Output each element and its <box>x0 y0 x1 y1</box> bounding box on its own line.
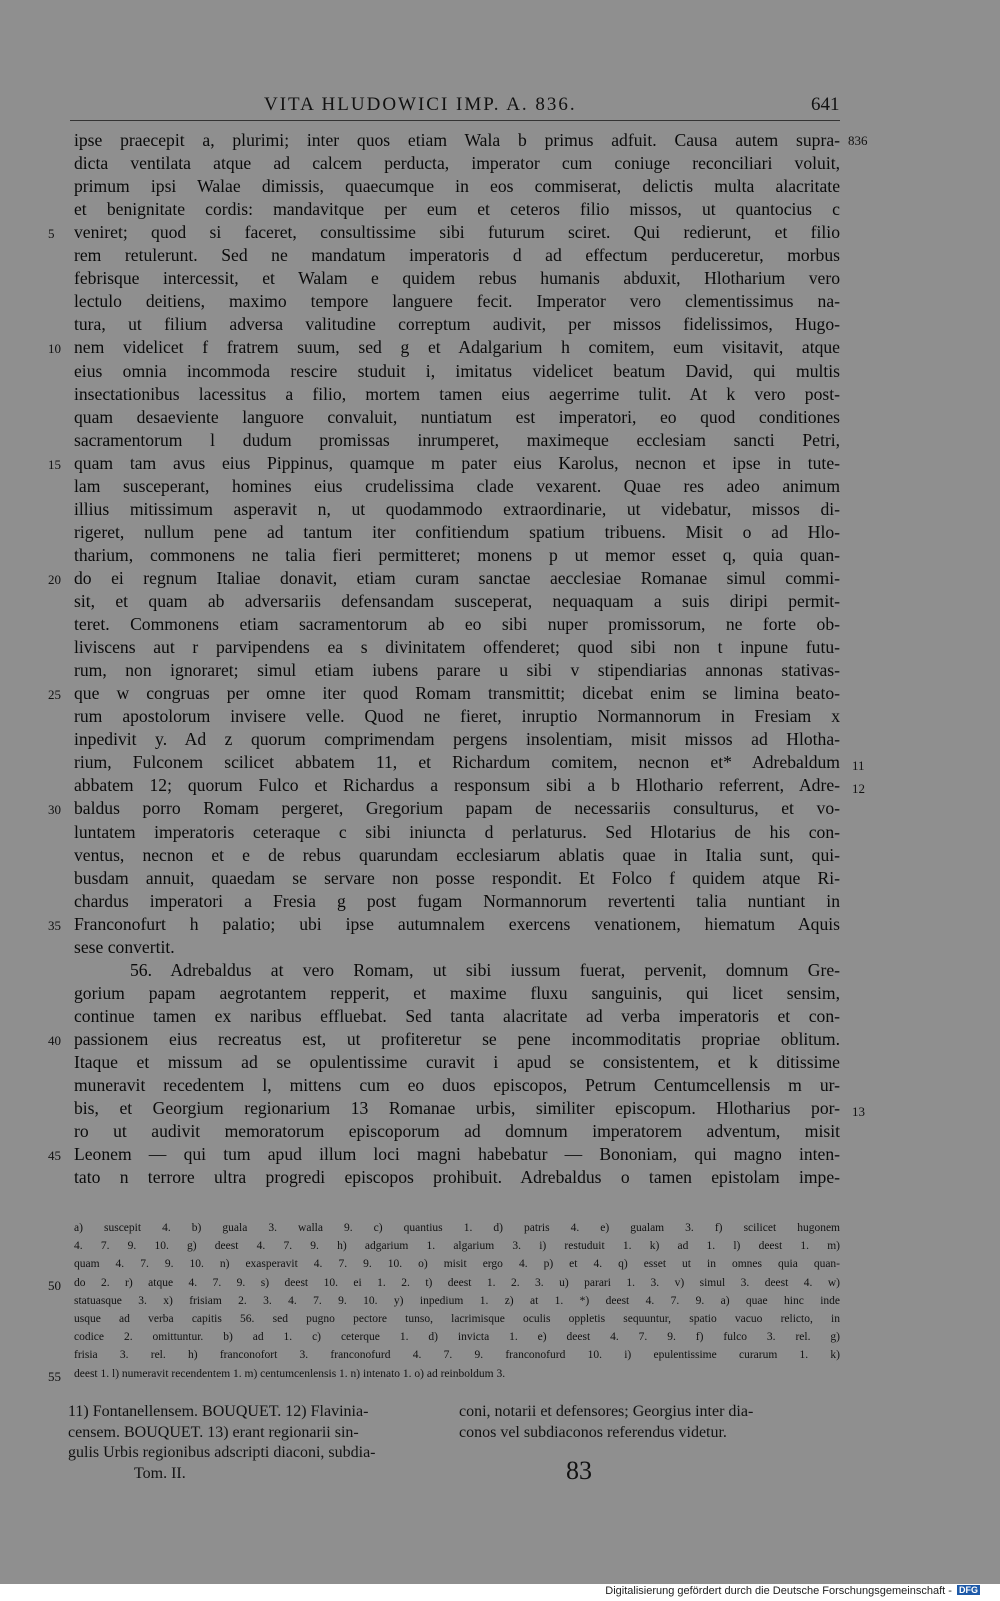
line-number: 20 <box>48 571 61 587</box>
text-line: sit, et quam ab adversariis defensandam susceperat, nequaquam a suis diripi permit- <box>74 591 840 611</box>
line-number: 15 <box>48 456 61 472</box>
text-line: rum, non ignoraret; simul etiam iubens parare u sibi v stipendiarias annonas stativas- <box>74 660 840 681</box>
text-line: teret. Commonens etiam sacramentorum ab eo sibi nuper promissorum, ne forte ob- <box>74 614 840 635</box>
margin-marker: 13 <box>852 1104 865 1120</box>
note-line: coni, notarii et defensores; Georgius inter dia- <box>459 1403 754 1420</box>
line-number: 40 <box>48 1032 61 1048</box>
text-line: quam tam avus eius Pippinus, quamque m pater eius Karolus, necnon et ipse in tute- <box>74 452 840 473</box>
text-line: liviscens aut r parvipendens ea s divinitatem offenderet; quod sibi non t inpune futu- <box>74 637 840 658</box>
text-line: busdam annuit, quaedam se servare non posse respondit. Et Folco f quidem atque Ri- <box>74 867 840 888</box>
text-line: nem videlicet f fratrem suum, sed g et Adalgarium h comitem, eum visitavit, atque <box>74 337 840 358</box>
note-line: censem. BOUQUET. 13) erant regionarii sin- <box>68 1423 359 1441</box>
apparatus-line: frisia 3. rel. h) franconofort 3. franconofurd 4. 7. 9. franconofurd 10. i) epulentissime curarum 1. k) <box>74 1349 840 1362</box>
text-line: sese convertit. <box>74 936 175 957</box>
text-line: bis, et Georgium regionarium 13 Romanae urbis, similiter episcopum. Hlotharius por- <box>74 1098 840 1119</box>
apparatus-line: 4. 7. 9. 10. g) deest 4. 7. 9. h) adgarium 1. algarium 3. i) restuduit 1. k) ad 1. l) deest 1. m) <box>74 1240 840 1253</box>
text-line: quam desaeviente languore convaluit, nuntiatum est imperatori, eo quod conditiones <box>74 406 840 427</box>
apparatus-line: deest 1. l) numeravit recendentem 1. m) centumcenlensis 1. n) intenato 1. o) ad reinboldum 3. <box>74 1367 506 1380</box>
text-line: rigeret, nullum pene ad tantum iter confitiendum spatium tribuens. Misit o ad Hlo- <box>74 521 840 542</box>
margin-marker: 11 <box>852 758 865 774</box>
note-line: Tom. II. <box>134 1464 186 1482</box>
text-line: tato n terrore ultra progredi episcopos prohibuit. Adrebaldus o tamen epistolam impe- <box>74 1167 840 1188</box>
text-line: Itaque et missum ad se opulentissime curavit i apud se consistentem, et k ditissime <box>74 1052 840 1072</box>
running-title: VITA HLUDOWICI IMP. A. 836. <box>264 94 577 115</box>
apparatus-line: codice 2. omittuntur. b) ad 1. c) ceterque 1. d) invicta 1. e) deest 4. 7. 9. f) fulco 3. rel. g) <box>74 1331 840 1344</box>
margin-marker: 12 <box>852 781 865 797</box>
line-number: 55 <box>48 1368 61 1384</box>
text-line: tharium, commonens ne talia fieri permitteret; monens p ut memor esset q, quia quan- <box>74 544 840 565</box>
text-line: muneravit recedentem l, mittens cum eo duos episcopos, Petrum Centumcellensis m ur- <box>74 1075 840 1096</box>
line-number: 25 <box>48 687 61 703</box>
margin-year: 836 <box>848 133 868 148</box>
apparatus-line: statuasque 3. x) frisiam 2. 3. 4. 7. 9. 10. y) inpedium 1. z) at 1. *) deest 4. 7. 9. a) quae hinc inde <box>74 1294 840 1307</box>
line-number: 30 <box>48 802 61 818</box>
apparatus-line: do 2. r) atque 4. 7. 9. s) deest 10. ei 1. 2. t) deest 1. 2. 3. u) parari 1. 3. v) simul 3. deest 4. w) <box>74 1276 840 1289</box>
text-line: gorium papam aegrotantem repperit, et maxime fluxu sanguinis, qui licet sensim, <box>74 982 840 1003</box>
text-line: lectulo deitiens, maximo tempore languere fecit. Imperator vero clementissimus na- <box>74 291 840 312</box>
footer-credit <box>605 1585 980 1597</box>
page-header <box>0 92 1000 122</box>
page-number: 641 <box>811 94 840 115</box>
note-line: 11) Fontanellensem. BOUQUET. 12) Flavinia- <box>68 1403 369 1420</box>
dfg-logo[interactable]: DFG <box>959 1585 978 1595</box>
text-line: ro ut audivit memoratorum episcoporum ad domnum imperatorem adventum, misit <box>74 1121 840 1142</box>
text-line: tura, ut filium adversa valitudine correptum audivit, per missos fidelissimos, Hugo- <box>74 314 840 335</box>
text-line: luntatem imperatoris ceteraque c sibi iniuncta d perlaturus. Sed Hlotarius de his con- <box>74 821 840 842</box>
apparatus-line: usque ad verba capitis 56. sed pugno pectore tunso, lacrimisque oculis oppletis sequuntur, spatio vacuo relicto, in <box>74 1313 840 1325</box>
signature-mark: 83 <box>566 1456 592 1485</box>
text-line: insectationibus lacessitus a filio, mortem tamen eius aegerrime tulit. At k vero post- <box>74 383 840 404</box>
text-line: baldus porro Romam pergeret, Gregorium papam de necessariis consulturus, et vo- <box>74 798 840 819</box>
text-line: Leonem — qui tum apud illum loci magni habebatur — Bononiam, qui magno inten- <box>74 1144 840 1165</box>
apparatus-line: a) suscepit 4. b) guala 3. walla 9. c) quantius 1. d) patris 4. e) gualam 3. f) scilicet hugonem <box>74 1222 840 1234</box>
text-line: 56. Adrebaldus at vero Romam, ut sibi iussum fuerat, pervenit, domnum Gre- <box>130 959 840 980</box>
line-number: 5 <box>48 226 55 242</box>
text-line: eius omnia incommoda rescire studuit i, imitatus videlicet beatum David, qui multis <box>74 360 840 381</box>
text-line: Franconofurt h palatio; ubi ipse autumnalem exercens venationem, hiematum Aquis <box>74 913 840 934</box>
header-rule <box>70 120 840 121</box>
text-line: rem retulerunt. Sed ne mandatum imperatoris d ad effectum perduceretur, morbus <box>74 245 840 266</box>
text-line: do ei regnum Italiae donavit, etiam curam sanctae aecclesiae Romanae simul commi- <box>74 567 840 588</box>
line-number: 35 <box>48 917 61 933</box>
text-line: que w congruas per omne iter quod Romam transmittit; dicebat enim se limina beato- <box>74 683 840 704</box>
footer-text: Digitalisierung gefördert durch die Deutsche Forschungsgemeinschaft - <box>605 1585 952 1597</box>
text-line: inpedivit y. Ad z quorum comprimendam pergens insolentiam, misit missos ad Hlotha- <box>74 729 840 750</box>
text-line: et benignitate cordis: mandavitque per eum et ceteros filio missos, ut quantocius c <box>74 199 840 220</box>
text-line: continue tamen ex naribus effluebat. Sed tanta alacritate ad verba imperatoris et con- <box>74 1005 840 1026</box>
text-line: lam susceperant, homines eius crudelissima clade vexarent. Quae res adeo animum <box>74 475 840 496</box>
text-line: passionem eius recreatus est, ut profiteretur se pene incommoditatis propriae oblitum. <box>74 1028 840 1049</box>
note-line: conos vel subdiaconos referendus videtur. <box>459 1423 727 1441</box>
line-number: 10 <box>48 341 61 357</box>
text-line: chardus imperatori a Fresia g post fugam Normannorum revertenti talia nuntiant in <box>74 890 840 911</box>
text-line: sacramentorum l dudum promissas inrumperet, maximeque ecclesiam sancti Petri, <box>74 429 840 450</box>
apparatus-line: quam 4. 7. 9. 10. n) exasperavit 4. 7. 9. 10. o) misit ergo 4. p) et 4. q) esset ut in omnes quia quan- <box>74 1258 840 1271</box>
text-line: veniret; quod si faceret, consultissime sibi futurum sciret. Qui redierunt, et filio <box>74 222 840 243</box>
text-line: illius mitissimum asperavit n, ut quodammodo extraordinarie, ut videbatur, missos di- <box>74 498 840 519</box>
text-line: ipse praecepit a, plurimi; inter quos etiam Wala b primus adfuit. Causa autem supra- <box>74 130 840 150</box>
text-line: dicta ventilata atque ad calcem perducta, imperator cum coniuge reconciliari voluit, <box>74 153 840 174</box>
note-line: gulis Urbis regionibus adscripti diaconi, subdia- <box>68 1444 376 1461</box>
text-line: primum ipsi Walae dimissis, quaecumque in eos commiserat, delictis multa alacritate <box>74 176 840 197</box>
text-line: ventus, necnon et e de rebus quarundam ecclesiarum ablatis quae in Italia sunt, qui- <box>74 844 840 865</box>
text-line: rium, Fulconem scilicet abbatem 11, et Richardum comitem, necnon et* Adrebaldum <box>74 752 840 773</box>
text-line: febrisque intercessit, et Walam e quidem rebus humanis abduxit, Hlotharium vero <box>74 268 840 289</box>
footer <box>0 1584 1000 1601</box>
text-line: rum apostolorum invisere velle. Quod ne fieret, inruptio Normannorum in Fresiam x <box>74 706 840 727</box>
text-line: abbatem 12; quorum Fulco et Richardus a responsum sibi a b Hlothario referrent, Adre- <box>74 775 840 796</box>
line-number: 45 <box>48 1148 61 1164</box>
line-number: 50 <box>48 1277 61 1293</box>
